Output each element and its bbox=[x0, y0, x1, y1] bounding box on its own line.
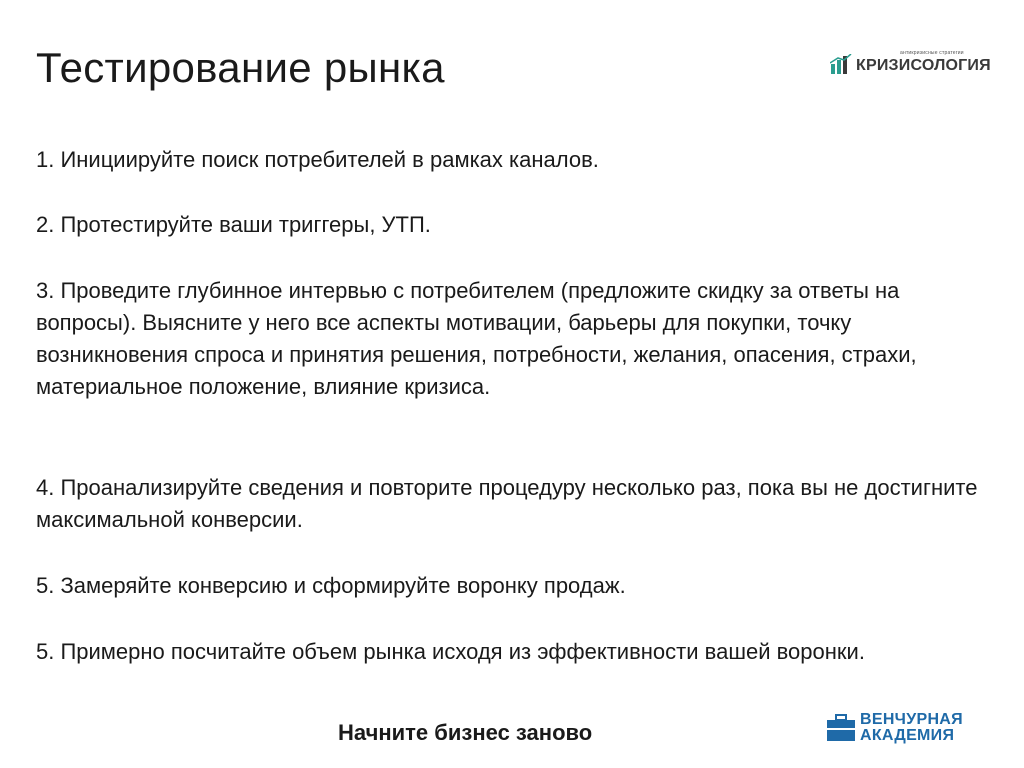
slide-title: Тестирование рынка bbox=[36, 44, 445, 91]
footer-slogan: Начните бизнес заново bbox=[338, 720, 593, 745]
growth-bars-icon bbox=[830, 54, 852, 74]
point-item: 5. Примерно посчитайте объем рынка исходя из эффективности вашей воронки. bbox=[36, 639, 865, 664]
point-item: 2. Протестируйте ваши триггеры, УТП. bbox=[36, 212, 431, 237]
logo-line-2: АКАДЕМИЯ bbox=[860, 727, 955, 744]
logo-brand: КРИЗИСОЛОГИЯ bbox=[856, 57, 991, 74]
point-item: 5. Замеряйте конверсию и сформируйте воронку продаж. bbox=[36, 573, 626, 598]
venture-academy-logo bbox=[826, 712, 991, 746]
logo-tagline: антикризисные стратегии bbox=[900, 50, 964, 56]
point-item: 4. Проанализируйте сведения и повторите процедуру несколько раз, пока вы не достигните максимальной конверсии. bbox=[36, 475, 978, 532]
krizisologiya-logo bbox=[830, 48, 990, 78]
point-item: 3. Проведите глубинное интервью с потребителем (предложите скидку за ответы на вопросы). Выясните у него все аспекты мотивации, барьеры для покупки, точку возникновения спроса и принятия решения, потребности, желания, опасения, страхи, материальное положение, влияние кризиса. bbox=[36, 278, 917, 399]
briefcase-icon bbox=[826, 714, 856, 742]
point-item: 1. Инициируйте поиск потребителей в рамках каналов. bbox=[36, 147, 599, 172]
logo-line-1: ВЕНЧУРНАЯ bbox=[860, 711, 963, 728]
